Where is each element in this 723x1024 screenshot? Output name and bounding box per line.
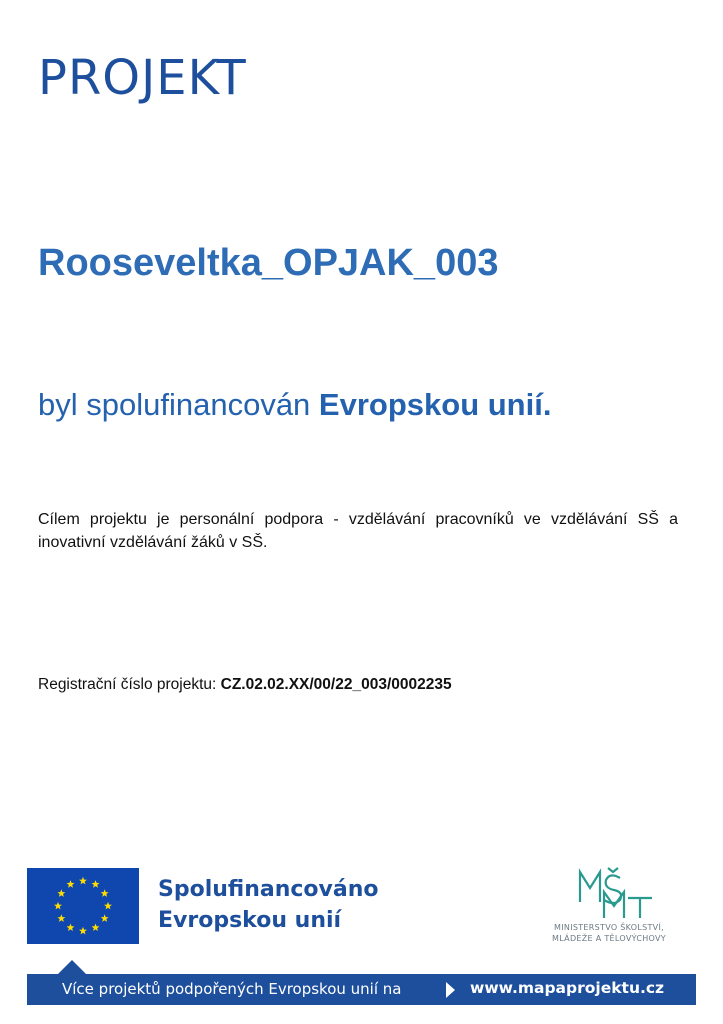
eu-star-icon	[101, 889, 109, 897]
registration-line	[38, 676, 452, 694]
footer-banner	[27, 974, 696, 1005]
registration-label: Registrační číslo projektu:	[38, 676, 221, 693]
banner-notch	[58, 960, 86, 974]
eu-cofinanced-logo-text	[158, 874, 379, 936]
play-arrow-icon	[446, 982, 455, 998]
project-description: Cílem projektu je personální podpora - vzdělávání pracovníků ve vzdělávání SŠ a inovativní vzdělávání žáků v SŠ.	[38, 511, 678, 551]
project-name: Rooseveltka_OPJAK_003	[38, 242, 499, 284]
eu-star-icon	[57, 889, 65, 897]
eu-star-icon	[92, 923, 100, 931]
eu-star-icon	[54, 902, 62, 910]
funding-emphasis: Evropskou unií.	[318, 387, 552, 422]
eu-star-icon	[67, 880, 75, 888]
page-heading: PROJEKT	[38, 50, 247, 106]
registration-number: CZ.02.02.XX/00/22_003/0002235	[220, 676, 452, 693]
eu-star-icon	[101, 914, 109, 922]
eu-star-icon	[57, 914, 65, 922]
banner-text: Více projektů podpořených Evropskou unií na	[62, 980, 402, 998]
eu-star-icon	[79, 877, 87, 885]
eu-text-line2: Evropskou unií	[158, 908, 342, 933]
eu-star-icon	[104, 902, 112, 910]
banner-url-link[interactable]: www.mapaprojektu.cz	[470, 979, 665, 997]
eu-text-line1: Spolufinancováno	[158, 877, 379, 902]
eu-flag-icon	[27, 868, 139, 944]
msmt-logo-text	[534, 922, 684, 944]
eu-star-icon	[92, 880, 100, 888]
eu-star-icon	[79, 927, 87, 935]
msmt-line1: MINISTERSTVO ŠKOLSTVÍ,	[554, 923, 664, 932]
eu-star-icon	[67, 923, 75, 931]
msmt-line2: MLÁDEŽE A TĚLOVÝCHOVY	[552, 934, 666, 943]
funding-statement	[38, 386, 551, 423]
eu-stars	[27, 868, 139, 944]
funding-prefix: byl spolufinancován	[38, 387, 319, 422]
